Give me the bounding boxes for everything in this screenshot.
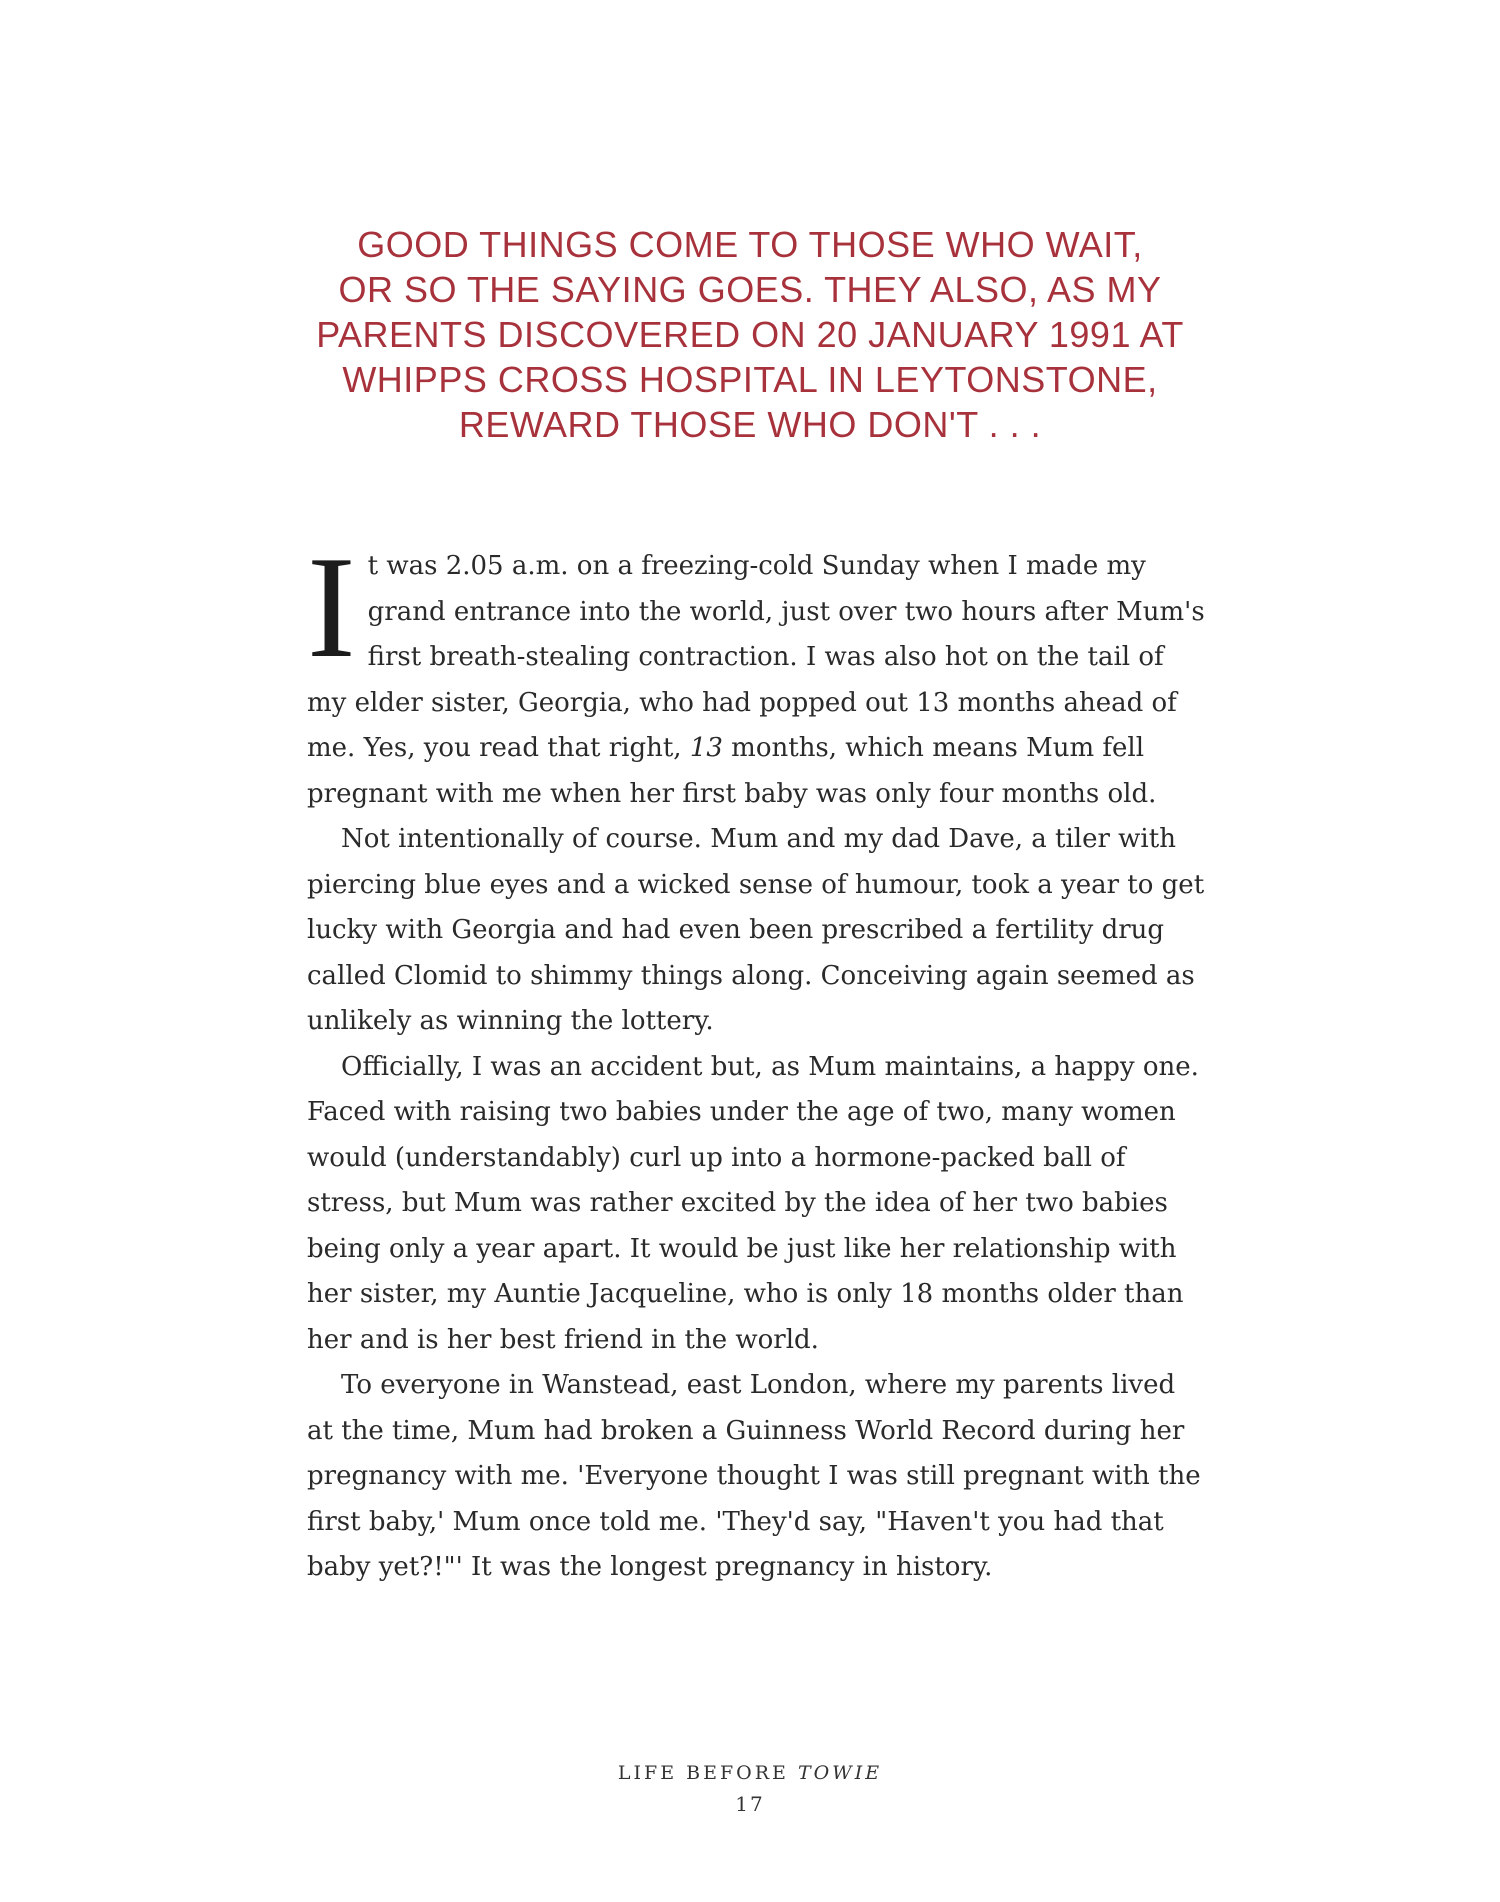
chapter-headline [290,222,1210,447]
paragraph-3: Officially, I was an accident but, as Mum maintains, a happy one. Faced with raising two babies under the age of two, many women would (understandably) curl up into a hormone-packed ball of stress, but Mum was rather excited by the idea of her two babies being only a year apart. It would be just like her relationship with her sister, my Auntie Jacqueline, who is only 18 months older than her and is her best friend in the world. [307,1051,1199,1355]
drop-cap: I [307,526,356,688]
paragraph-1-text-end: months, which means Mum fell pregnant with me when her first baby was only four months old. [307,733,1157,809]
headline-line: OR SO THE SAYING GOES. THEY ALSO, AS MY [338,269,1162,310]
headline-line: PARENTS DISCOVERED ON 20 JANUARY 1991 AT [316,314,1184,355]
running-head [0,1762,1500,1784]
paragraph-1-emphasis: 13 [689,733,723,763]
running-head-text: LIFE BEFORE [617,1762,798,1784]
body-text [307,526,1207,1591]
paragraph-1-text: t was 2.05 a.m. on a freezing-cold Sunday when I made my grand entrance into the world, just over two hours after Mum's first breath-stealing contraction. I was also hot on the tail of my elder sister, Georgia, who had popped out 13 months ahead of me. Yes, you read that right, [307,551,1205,763]
headline-line: REWARD THOSE WHO DON'T . . . [458,404,1042,445]
running-head-italic: TOWIE [797,1762,883,1784]
paragraph-4: To everyone in Wanstead, east London, where my parents lived at the time, Mum had broken a Guinness World Record during her pregnancy with me. 'Everyone thought I was still pregnant with the first baby,' Mum once told me. 'They'd say, "Haven't you had that baby yet?!"' It was the longest pregnancy in history. [307,1370,1201,1582]
paragraph-1 [307,526,1207,817]
paragraph-2: Not intentionally of course. Mum and my dad Dave, a tiler with piercing blue eyes and a wicked sense of humour, took a year to get lucky with Georgia and had even been prescribed a fertility drug called Clomid to shimmy things along. Conceiving again seemed as unlikely as winning the lottery. [307,824,1205,1036]
headline-line: WHIPPS CROSS HOSPITAL IN LEYTONSTONE, [342,359,1158,400]
headline-line: GOOD THINGS COME TO THOSE WHO WAIT, [357,224,1143,265]
page-number: 17 [735,1792,765,1816]
